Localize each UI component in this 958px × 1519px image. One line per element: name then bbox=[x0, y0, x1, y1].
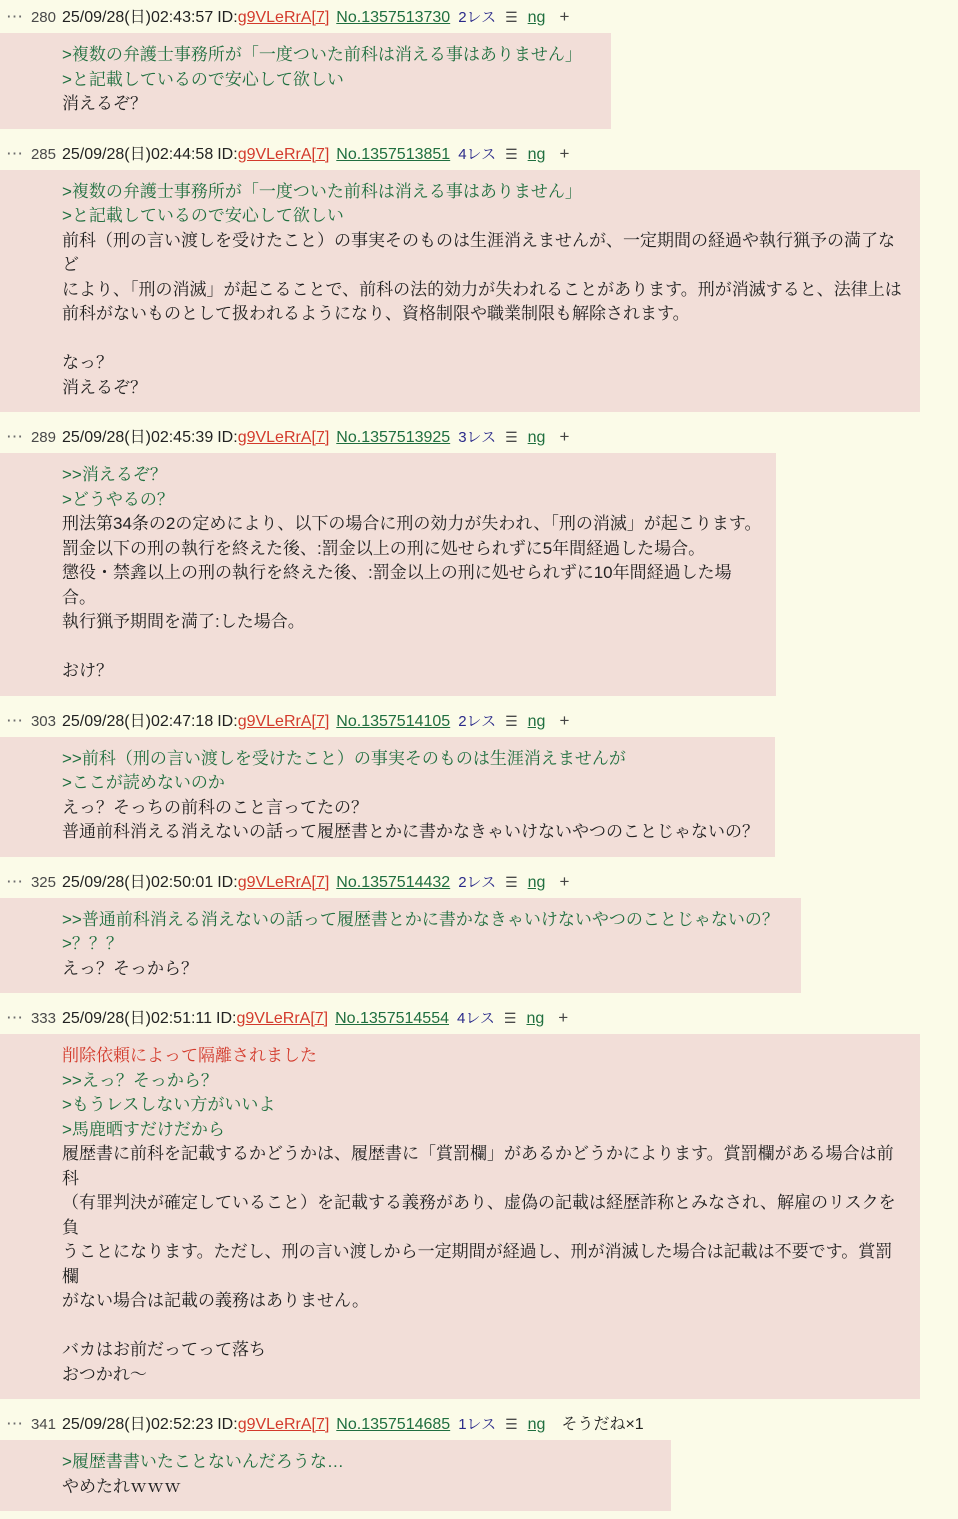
post-line: >>消えるぞ？ bbox=[62, 465, 167, 484]
post bbox=[0, 704, 958, 857]
post bbox=[0, 1001, 958, 1399]
post-line: 消えるぞ？ bbox=[62, 94, 147, 113]
post-line: 普通前科消える消えないの話って履歴書とかに書かなきゃいけないやつのことじゃないの？ bbox=[62, 822, 759, 841]
ng-button[interactable]: ng bbox=[527, 712, 546, 730]
post-body-wrap bbox=[0, 737, 958, 857]
post-line: >>普通前科消える消えないの話って履歴書とかに書かなきゃいけないやつのことじゃないの？ bbox=[62, 909, 779, 929]
list-icon[interactable]: ☰ bbox=[505, 429, 518, 445]
post-line: おけ？ bbox=[62, 661, 113, 680]
add-icon[interactable]: + bbox=[559, 710, 570, 730]
post-line: >履歴書書いたことないんだろうな… bbox=[62, 1452, 344, 1471]
post-line: >もうレスしない方がいいよ bbox=[62, 1095, 276, 1114]
post-date: 25/09/28(日)02:44:58 bbox=[62, 145, 214, 163]
post-body bbox=[0, 898, 801, 994]
post bbox=[0, 1407, 958, 1511]
post-date: 25/09/28(日)02:47:18 bbox=[62, 712, 214, 730]
post bbox=[0, 137, 958, 413]
add-icon[interactable]: + bbox=[559, 427, 570, 446]
add-icon[interactable]: + bbox=[559, 871, 570, 891]
post-line: >>前科（刑の言い渡しを受けたこと）の事実そのものは生涯消えませんが bbox=[62, 748, 626, 768]
list-icon[interactable]: ☰ bbox=[503, 1010, 517, 1026]
post-menu-dots-icon[interactable]: ⋯ bbox=[6, 7, 24, 26]
post bbox=[0, 420, 958, 696]
post-id-link[interactable]: g9VLeRrA[7] bbox=[237, 1416, 330, 1433]
list-icon[interactable]: ☰ bbox=[505, 1416, 518, 1432]
post-line: >>えっ？そっから？ bbox=[62, 1070, 218, 1090]
ng-button[interactable]: ng bbox=[527, 145, 546, 163]
post-reply-count[interactable]: 4レス bbox=[458, 145, 497, 163]
post-id-link[interactable]: g9VLeRrA[7] bbox=[237, 9, 330, 26]
ng-button[interactable]: ng bbox=[526, 1010, 545, 1027]
post-line: >複数の弁護士事務所が「一度ついた前科は消える事はありません」 bbox=[62, 45, 582, 64]
post-id-label: ID: bbox=[217, 9, 238, 26]
post-number-link[interactable]: No.1357513851 bbox=[336, 145, 451, 163]
post-reply-count[interactable]: 3レス bbox=[458, 429, 497, 446]
post-body-wrap bbox=[0, 33, 958, 129]
post-body-wrap bbox=[0, 170, 958, 413]
add-icon[interactable]: + bbox=[559, 143, 570, 163]
post-line: バカはお前だってって落ち bbox=[62, 1340, 266, 1359]
post-date: 25/09/28(日)02:45:39 bbox=[62, 429, 214, 446]
post bbox=[0, 865, 958, 994]
post-header bbox=[0, 0, 958, 33]
post-body bbox=[0, 453, 776, 696]
post-line: やめたれｗｗｗ bbox=[62, 1476, 181, 1496]
ng-button[interactable]: ng bbox=[527, 9, 546, 26]
post-id-link[interactable]: g9VLeRrA[7] bbox=[237, 145, 330, 163]
ng-button[interactable]: ng bbox=[527, 429, 546, 446]
post-reply-count[interactable]: 2レス bbox=[458, 9, 497, 26]
list-icon[interactable]: ☰ bbox=[505, 145, 518, 162]
post-line: 前科がないものとして扱われるようになり、資格制限や職業制限も解除されます。 bbox=[62, 304, 690, 323]
post-header bbox=[0, 865, 958, 898]
post-menu-dots-icon[interactable]: ⋯ bbox=[6, 1008, 24, 1027]
post-line: >どうやるの？ bbox=[62, 489, 174, 509]
post-line: 罰金以下の刑の執行を終えた後、:罰金以上の刑に処せられずに5年間経過した場合。 bbox=[62, 538, 706, 558]
post-body-wrap bbox=[0, 898, 958, 994]
post-header bbox=[0, 1001, 958, 1034]
post-id-label: ID: bbox=[217, 712, 238, 730]
post-body bbox=[0, 33, 611, 129]
post-date: 25/09/28(日)02:52:23 bbox=[62, 1416, 214, 1433]
post-id-label: ID: bbox=[217, 1416, 238, 1433]
post-id-link[interactable]: g9VLeRrA[7] bbox=[237, 712, 330, 730]
post-line: により、「刑の消滅」が起こることで、前科の法的効力が失われることがあります。刑が消滅すると、法律上は bbox=[62, 279, 902, 299]
post-number-link[interactable]: No.1357513925 bbox=[336, 429, 451, 446]
post-body-wrap bbox=[0, 453, 958, 696]
post-body bbox=[0, 1034, 920, 1399]
list-icon[interactable]: ☰ bbox=[505, 712, 518, 729]
post-reply-count[interactable]: 1レス bbox=[458, 1416, 497, 1433]
post-reply-count[interactable]: 2レス bbox=[458, 873, 497, 891]
post-number: 333 bbox=[30, 1010, 56, 1027]
list-icon[interactable]: ☰ bbox=[505, 9, 518, 25]
post bbox=[0, 0, 958, 129]
post-id-link[interactable]: g9VLeRrA[7] bbox=[237, 873, 330, 891]
post-number-link[interactable]: No.1357513730 bbox=[336, 9, 451, 26]
post-menu-dots-icon[interactable]: ⋯ bbox=[6, 710, 24, 730]
ng-button[interactable]: ng bbox=[527, 873, 546, 891]
post-line: えっ？そっから？ bbox=[62, 958, 198, 978]
post-reply-count[interactable]: 2レス bbox=[458, 712, 497, 730]
post-menu-dots-icon[interactable]: ⋯ bbox=[6, 143, 24, 163]
post-line: うことになります。ただし、刑の言い渡しから一定期間が経過し、刑が消滅した場合は記載は不要です。賞罰欄 bbox=[62, 1242, 893, 1286]
post-date: 25/09/28(日)02:51:11 bbox=[62, 1010, 213, 1027]
post-line: 消えるぞ？ bbox=[62, 377, 147, 397]
post-line-blank bbox=[62, 1314, 906, 1339]
post-line: >ここが読めないのか bbox=[62, 773, 225, 792]
post-line: がない場合は記載の義務はありません。 bbox=[62, 1291, 370, 1310]
post-line: （有罪判決が確定していること）を記載する義務があり、虚偽の記載は経歴詐称とみなされ、解雇のリスクを負 bbox=[62, 1193, 896, 1237]
post-date: 25/09/28(日)02:43:57 bbox=[62, 9, 214, 26]
post-line: 刑法第34条の2の定めにより、以下の場合に刑の効力が失われ、「刑の消滅」が起こります。 bbox=[62, 514, 762, 533]
post-body bbox=[0, 1440, 671, 1511]
post-id-label: ID: bbox=[217, 429, 238, 446]
post-body-wrap bbox=[0, 1034, 958, 1399]
post-number-link[interactable]: No.1357514685 bbox=[336, 1416, 451, 1433]
post-number: 280 bbox=[30, 9, 56, 26]
post-number: 289 bbox=[30, 429, 56, 446]
list-icon[interactable]: ☰ bbox=[505, 873, 518, 890]
post-line-blank bbox=[62, 635, 762, 660]
post-number: 341 bbox=[30, 1416, 56, 1433]
post-number: 325 bbox=[30, 873, 56, 891]
post-id-link[interactable]: g9VLeRrA[7] bbox=[236, 1010, 329, 1027]
post-line: >と記載しているので安心して欲しい bbox=[62, 206, 344, 225]
post-number-link[interactable]: No.1357514554 bbox=[335, 1010, 449, 1027]
post-line: えっ？そっちの前科のこと言ってたの？ bbox=[62, 797, 368, 817]
post-line: 履歴書に前科を記載するかどうかは、履歴書に「賞罰欄」があるかどうかによります。賞罰欄がある場合は前科 bbox=[62, 1144, 894, 1188]
post-number: 285 bbox=[30, 145, 56, 163]
post-body-wrap bbox=[0, 1440, 958, 1511]
post-id-label: ID: bbox=[217, 145, 238, 163]
post-line: >と記載しているので安心して欲しい bbox=[62, 69, 344, 89]
post-line: おつかれ〜 bbox=[62, 1364, 147, 1384]
post-line: >馬鹿晒すだけだから bbox=[62, 1119, 225, 1139]
post-menu-dots-icon[interactable]: ⋯ bbox=[6, 427, 24, 446]
post-line: なっ？ bbox=[62, 353, 113, 372]
post-line: 前科（刑の言い渡しを受けたこと）の事実そのものは生涯消えませんが、一定期間の経過や執行猟予の満了など bbox=[62, 230, 895, 274]
post-header bbox=[0, 704, 958, 737]
post-line-blank bbox=[62, 327, 906, 352]
post-line: 削除依頼によって隔離されました bbox=[62, 1046, 317, 1065]
post-id-label: ID: bbox=[217, 873, 238, 891]
post-header bbox=[0, 137, 958, 170]
post-menu-dots-icon[interactable]: ⋯ bbox=[6, 1414, 24, 1433]
post-body bbox=[0, 170, 920, 413]
post-reaction-count: そうだね×1 bbox=[561, 1416, 644, 1433]
post-header bbox=[0, 420, 958, 453]
post-id-label: ID: bbox=[216, 1010, 237, 1027]
post-id-link[interactable]: g9VLeRrA[7] bbox=[237, 429, 330, 446]
post-header bbox=[0, 1407, 958, 1440]
post-number-link[interactable]: No.1357514105 bbox=[336, 712, 451, 730]
post-line: 懲役・禁錱以上の刑の執行を終えた後、:罰金以上の刑に処せられずに10年間経過した場合。 bbox=[62, 563, 732, 607]
add-icon[interactable]: + bbox=[558, 1008, 569, 1027]
post-line: >？？？ bbox=[62, 934, 123, 953]
post-body bbox=[0, 737, 775, 857]
post-line: >複数の弁護士事務所が「一度ついた前科は消える事はありません」 bbox=[62, 181, 582, 201]
add-icon[interactable]: + bbox=[559, 7, 570, 26]
post-line: 執行猟予期間を満了:した場合。 bbox=[62, 612, 305, 631]
post-number-link[interactable]: No.1357514432 bbox=[336, 873, 451, 891]
post-menu-dots-icon[interactable]: ⋯ bbox=[6, 871, 24, 891]
post-reply-count[interactable]: 4レス bbox=[457, 1010, 495, 1027]
post-date: 25/09/28(日)02:50:01 bbox=[62, 873, 214, 891]
post-number: 303 bbox=[30, 712, 56, 730]
ng-button[interactable]: ng bbox=[527, 1416, 546, 1433]
